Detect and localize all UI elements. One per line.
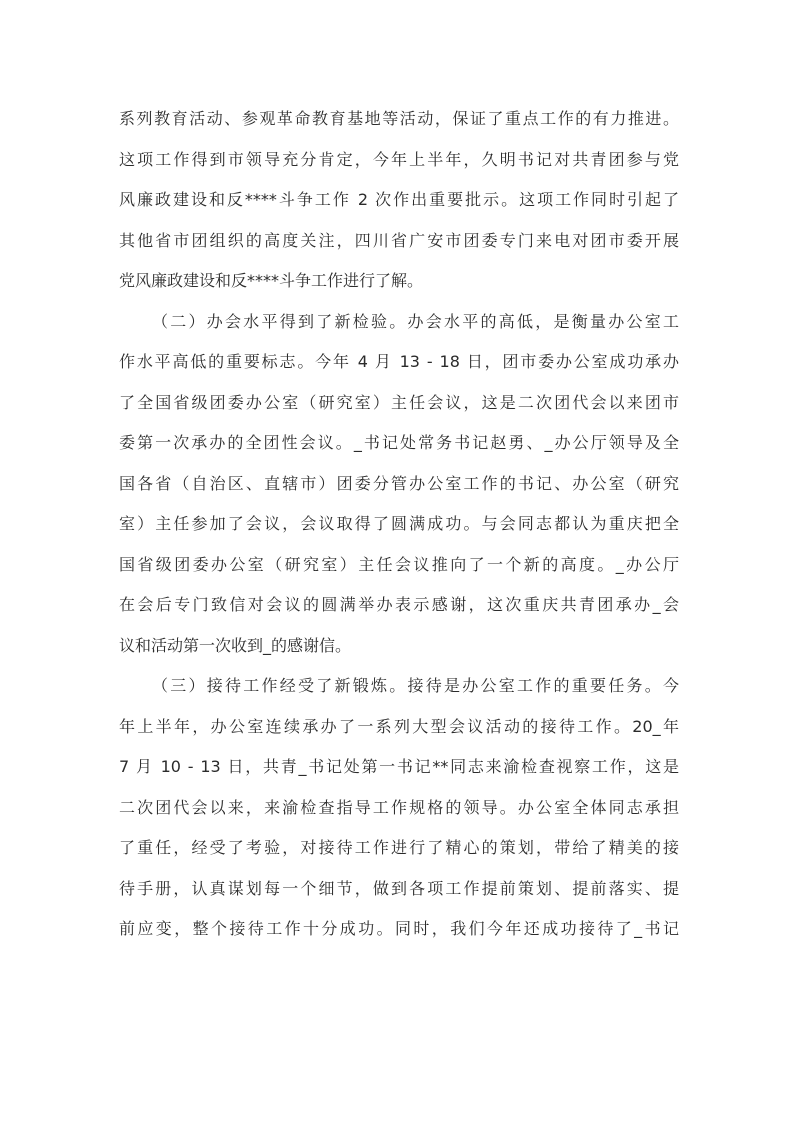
text-line: 议和活动第一次收到_的感谢信。: [119, 635, 352, 655]
body-text: [119, 99, 679, 950]
text-line: 待手册，认真谋划每一个细节，做到各项工作提前策划、提前落实、提: [119, 878, 679, 898]
text-line: 室）主任参加了会议，会议取得了圆满成功。与会同志都认为重庆把全: [119, 514, 679, 533]
text-line: 风廉政建设和反****斗争工作 2 次作出重要批示。这项工作同时引起了: [119, 190, 679, 209]
text-line: 其他省市团组织的高度关注，四川省广安市团委专门来电对团市委开展: [119, 230, 679, 250]
text-line: 国各省（自治区、直辖市）团委分管办公室工作的书记、办公室（研究: [119, 473, 679, 493]
text-line: 了重任，经受了考验，对接待工作进行了精心的策划，带给了精美的接: [119, 838, 679, 857]
text-line: 系列教育活动、参观革命教育基地等活动，保证了重点工作的有力推进。: [119, 109, 679, 128]
text-line: 国省级团委办公室（研究室）主任会议推向了一个新的高度。_办公厅: [119, 554, 679, 574]
paragraph-start-line: （二）办会水平得到了新检验。办会水平的高低，是衡量办公室工: [152, 311, 679, 331]
text-line: 委第一次承办的全团性会议。_书记处常务书记赵勇、_办公厅领导及全: [119, 433, 679, 452]
text-line: 作水平高低的重要标志。今年 4 月 13 - 18 日，团市委办公室成功承办: [119, 352, 679, 371]
text-line: 年上半年，办公室连续承办了一系列大型会议活动的接待工作。20_年: [119, 716, 679, 736]
text-line: 了全国省级团委办公室（研究室）主任会议，这是二次团代会以来团市: [119, 392, 679, 412]
text-line: 党风廉政建设和反****斗争工作进行了解。: [119, 271, 424, 290]
text-line: 这项工作得到市领导充分肯定，今年上半年，久明书记对共青团参与党: [119, 149, 679, 169]
text-line: 前应变，整个接待工作十分成功。同时，我们今年还成功接待了_书记: [119, 919, 679, 938]
text-line: 7 月 10 - 13 日，共青_书记处第一书记**同志来渝检查视察工作，这是: [119, 757, 679, 776]
text-line: 二次团代会以来，来渝检查指导工作规格的领导。办公室全体同志承担: [119, 797, 679, 817]
paragraph-start-line: （三）接待工作经受了新锻炼。接待是办公室工作的重要任务。今: [152, 676, 679, 695]
text-line: 在会后专门致信对会议的圆满举办表示感谢，这次重庆共青团承办_会: [119, 595, 679, 614]
